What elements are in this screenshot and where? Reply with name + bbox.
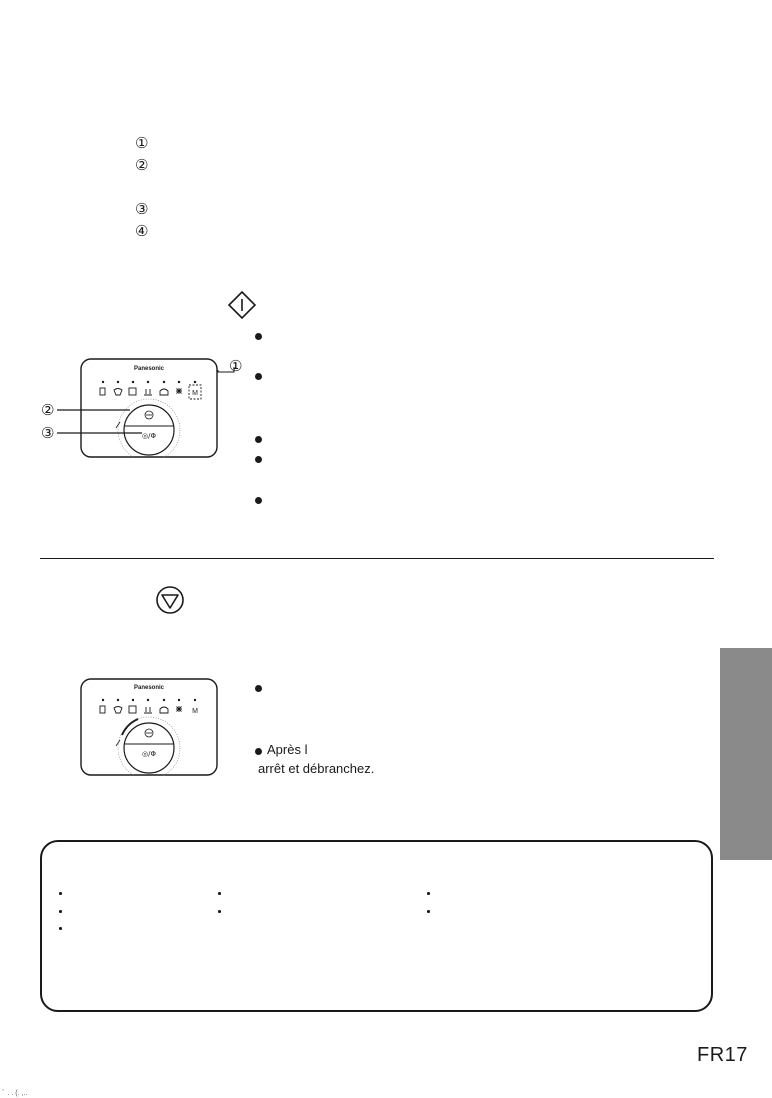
note-dot-1 [59,892,62,895]
panel-brand: Panesonic [133,685,164,691]
start-bullet-3 [255,436,262,443]
panel-m-label: M [192,390,198,397]
panel-m-label: M [192,708,198,715]
stop-note-line-1: Après l [267,742,308,757]
callout-leaders [55,357,245,440]
stop-circle-triangle-icon [155,585,185,615]
footer-crumb: ﾞ . . (. ,.. [2,1090,28,1097]
section-divider [40,558,714,559]
note-dot-5 [218,910,221,913]
start-bullet-4 [255,456,262,463]
note-dot-4 [218,892,221,895]
callout-marker-2: ② [41,401,55,419]
panel-brand: Panesonic [133,366,164,372]
step-marker-2: ② [135,156,149,174]
start-diamond-icon [227,290,257,320]
start-bullet-2 [255,373,262,380]
step-marker-4: ④ [135,222,149,240]
page-number: FR17 [697,1044,748,1066]
svg-text:◎/Φ: ◎/Φ [142,750,156,758]
svg-text:◎/Φ: ◎/Φ [142,432,156,440]
language-side-tab [720,648,772,860]
note-dot-6 [427,892,430,895]
start-bullet-1 [255,333,262,340]
stop-note-line-2: arrêt et débranchez. [258,761,375,776]
step-marker-1: ① [135,134,149,152]
stop-bullet-2 [255,748,262,755]
stop-bullet-1 [255,685,262,692]
note-dot-2 [59,910,62,913]
control-panel-outline [80,678,218,776]
callout-marker-1: ① [229,357,243,375]
callout-marker-3: ③ [41,424,55,442]
start-bullet-5 [255,497,262,504]
note-dot-7 [427,910,430,913]
step-marker-3: ③ [135,200,149,218]
note-dot-3 [59,927,62,930]
note-box [40,840,713,1012]
control-panel-diagram-stop [80,678,218,776]
